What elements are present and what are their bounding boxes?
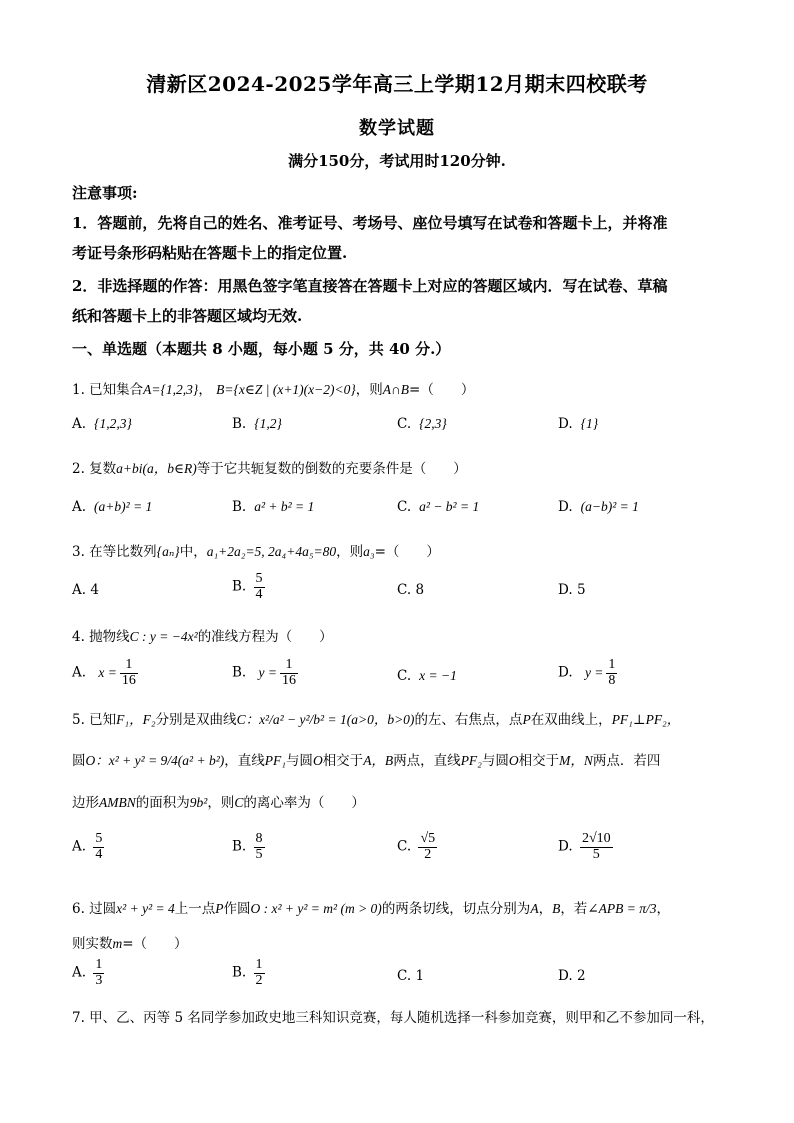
notes-item1-line2: 考证号条形码粘贴在答题卡上的指定位置. xyxy=(72,244,348,262)
q3-option-d[interactable]: D. 5 xyxy=(558,582,586,598)
q1-option-a[interactable]: A. {1,2,3} xyxy=(72,416,132,432)
q2-prefix: 2. 复数 xyxy=(72,461,117,477)
q3-option-b[interactable]: B. $\frac{5}{4}$ xyxy=(232,571,263,602)
q3-tail: ，则 xyxy=(336,544,364,560)
question-5-options xyxy=(72,831,732,862)
question-5-line-1: 5. 已知F₁，F₂分别是双曲线C：x²/a² − y²/b² = 1(a>0，b>0)的左、右焦点，点P在双曲线上，PF₁⊥PF₂， xyxy=(72,712,681,728)
q2-tail: 等于它共轭复数的倒数的充要条件是（ ） xyxy=(196,461,467,477)
q1-option-c[interactable]: C. {2,3} xyxy=(397,416,447,432)
question-3-options xyxy=(72,571,732,604)
q3-prefix: 3. 在等比数列 xyxy=(72,544,157,560)
question-3 xyxy=(72,540,732,560)
exam-title: 清新区2024-2025学年高三上学期12月期末四校联考 xyxy=(146,72,648,96)
q2-option-a[interactable]: A. (a+b)² = 1 xyxy=(72,499,153,515)
q3-option-b-fraction: $\frac{5}{4}$ xyxy=(255,571,263,602)
question-7-line-1: 7. 甲、乙、丙等 5 名同学参加政史地三科知识竞赛，每人随机选择一科参加竞赛，则甲和乙不参加同一科， xyxy=(72,1010,714,1026)
q6-option-b[interactable]: B. $\frac{1}{2}$ xyxy=(232,957,263,988)
q6-option-c[interactable]: C. 1 xyxy=(397,968,425,984)
q4-option-d[interactable]: D. y = $\frac{1}{8}$ xyxy=(558,657,616,688)
q5-option-b[interactable]: B. $\frac{8}{5}$ xyxy=(232,831,263,862)
exam-subtitle: 数学试题 xyxy=(359,118,435,139)
q3-end: =（ ） xyxy=(374,544,440,560)
question-6-line-1: 6. 过圆x² + y² = 4上一点P作圆O : x² + y² = m² (m > 0)的两条切线，切点分别为A，B，若∠APB = π/3， xyxy=(72,901,670,917)
q1-comma: ， xyxy=(198,382,212,398)
q6-option-a[interactable]: A. $\frac{1}{3}$ xyxy=(72,957,103,988)
q2-expr: a+bi(a，b∈R) xyxy=(116,461,197,476)
q5-option-d[interactable]: D. $\frac{2√10}{5}$ xyxy=(558,831,611,862)
q5-option-c[interactable]: C. $\frac{√5}{2}$ xyxy=(397,831,436,862)
q1-expr: A∩B xyxy=(382,382,410,397)
question-5-line-2: 圆O：x² + y² = 9/4(a² + b²)，直线PF₁与圆O相交于A，B两点，直线PF₂与圆O相交于M，N两点．若四 xyxy=(72,753,661,769)
q5-option-a[interactable]: A. $\frac{5}{4}$ xyxy=(72,831,103,862)
question-5-line-3: 边形AMBN的面积为9b²，则C的离心率为（ ） xyxy=(72,795,365,811)
q6-option-d[interactable]: D. 2 xyxy=(558,968,586,984)
q3-target: a₃ xyxy=(363,544,375,559)
q3-cond: a₁+2a₂=5, 2a₄+4a₅=80 xyxy=(206,544,337,559)
question-6-options xyxy=(72,957,732,988)
q1-end: =（ ） xyxy=(409,382,475,398)
question-6-line-2: 则实数m=（ ） xyxy=(72,936,188,952)
question-1 xyxy=(72,378,732,398)
q4-option-c[interactable]: C. x = −1 xyxy=(397,668,457,684)
q1-option-b[interactable]: B. {1,2} xyxy=(232,416,282,432)
q3-option-c[interactable]: C. 8 xyxy=(397,582,425,598)
q1-tail: ，则 xyxy=(355,382,383,398)
q1-set-b: B={x∈Z | (x+1)(x−2)<0} xyxy=(216,382,356,397)
question-4-options xyxy=(72,657,732,688)
q4-curve: C : y = −4x² xyxy=(129,629,198,644)
q3-option-a[interactable]: A. 4 xyxy=(72,582,99,598)
section1-heading: 一、单选题（本题共 8 小题，每小题 5 分，共 40 分.） xyxy=(72,340,451,358)
notes-item2-line1: 2．非选择题的作答：用黑色签字笔直接答在答题卡上对应的答题区域内．写在试卷、草稿 xyxy=(72,277,668,295)
notes-heading: 注意事项: xyxy=(72,184,138,202)
question-1-options xyxy=(72,416,732,442)
question-4 xyxy=(72,625,732,645)
q4-tail: 的准线方程为（ ） xyxy=(197,629,333,645)
q2-option-b[interactable]: B. a² + b² = 1 xyxy=(232,499,315,515)
notes-item2-line2: 纸和答题卡上的非答题区域均无效. xyxy=(72,307,303,325)
q1-set-a: A={1,2,3} xyxy=(143,382,199,397)
q2-option-c[interactable]: C. a² − b² = 1 xyxy=(397,499,480,515)
notes-item1-line1: 1．答题前，先将自己的姓名、准考证号、考场号、座位号填写在试卷和答题卡上，并将准 xyxy=(72,214,668,232)
question-2 xyxy=(72,457,732,477)
q2-option-d[interactable]: D. (a−b)² = 1 xyxy=(558,499,639,515)
q4-prefix: 4. 抛物线 xyxy=(72,629,130,645)
exam-info: 满分150分，考试用时120分钟. xyxy=(288,152,506,170)
q1-option-d[interactable]: D. {1} xyxy=(558,416,599,432)
q1-prefix: 1. 已知集合 xyxy=(72,382,144,398)
q3-mid: 中， xyxy=(179,544,207,560)
q4-option-a[interactable]: A. x = $\frac{1}{16}$ xyxy=(72,657,136,688)
question-2-options xyxy=(72,499,732,525)
q3-seq: {aₙ} xyxy=(156,544,180,559)
q4-option-b[interactable]: B. y = $\frac{1}{16}$ xyxy=(232,657,296,688)
